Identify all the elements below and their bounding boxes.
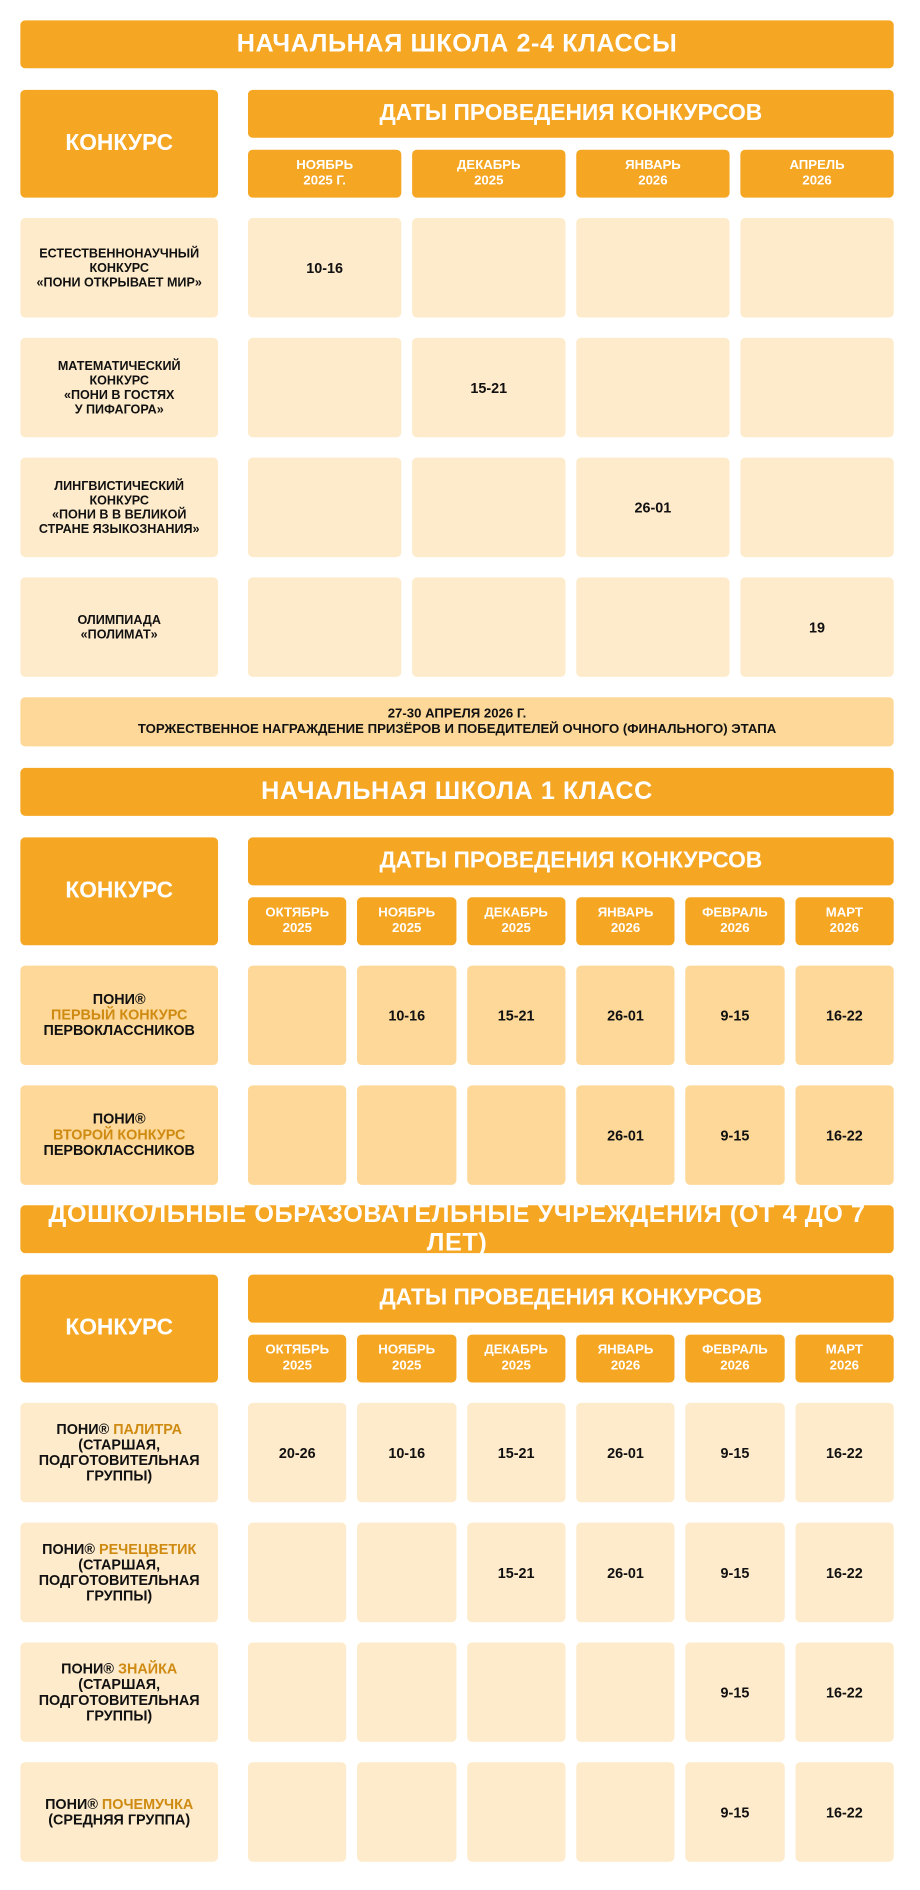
date-cell: 15-21: [467, 1403, 566, 1502]
contest-suffix: (СТАРШАЯ, ПОДГОТОВИТЕЛЬНАЯ ГРУППЫ): [38, 1555, 200, 1604]
date-cell: [467, 1642, 566, 1741]
month-header: ЯНВАРЬ 2026: [576, 150, 729, 198]
date-cell: 16-22: [795, 1523, 894, 1622]
contest-suffix: (СТАРШАЯ, ПОДГОТОВИТЕЛЬНАЯ ГРУППЫ): [38, 1675, 200, 1724]
month-header: ЯНВАРЬ 2026: [576, 897, 675, 945]
date-cell: 9-15: [686, 966, 785, 1065]
dates-title: ДАТЫ ПРОВЕДЕНИЯ КОНКУРСОВ: [248, 837, 894, 885]
table-row: [20, 1403, 893, 1502]
date-cell: [248, 1642, 347, 1741]
date-cells: [248, 1523, 894, 1622]
date-cell: [248, 1762, 347, 1861]
date-cell: [357, 1762, 456, 1861]
date-cell: 16-22: [795, 966, 894, 1065]
table-header: [20, 837, 893, 945]
section-title: ДОШКОЛЬНЫЕ ОБРАЗОВАТЕЛЬНЫЕ УЧРЕЖДЕНИЯ (ОТ 4 ДО 7 ЛЕТ): [20, 1205, 893, 1253]
table-header: [20, 1275, 893, 1383]
table-row: [20, 966, 893, 1065]
contest-suffix: ПЕРВОКЛАССНИКОВ: [43, 1021, 195, 1039]
contest-suffix: (СТАРШАЯ, ПОДГОТОВИТЕЛЬНАЯ ГРУППЫ): [38, 1435, 200, 1484]
contest-name: ЛИНГВИСТИЧЕСКИЙ КОНКУРС «ПОНИ В В ВЕЛИКОЙ СТРАНЕ ЯЗЫКОЗНАНИЯ»: [20, 458, 218, 557]
month-header: ДЕКАБРЬ 2025: [412, 150, 565, 198]
date-cells: [248, 966, 894, 1065]
date-cell: [248, 577, 401, 676]
contest-accent: ПОЧЕМУЧКА: [101, 1795, 194, 1812]
date-cell: 26-01: [576, 966, 675, 1065]
date-cell: [576, 1642, 675, 1741]
date-cell: 9-15: [686, 1403, 785, 1502]
date-cell: [467, 1762, 566, 1861]
date-cell: 16-22: [795, 1642, 894, 1741]
date-cell: 10-16: [357, 1403, 456, 1502]
month-header: МАРТ 2026: [795, 897, 894, 945]
dates-title: ДАТЫ ПРОВЕДЕНИЯ КОНКУРСОВ: [248, 90, 894, 138]
contest-prefix: ПОНИ®: [56, 1420, 110, 1438]
date-cell: 20-26: [248, 1403, 347, 1502]
date-cells: [248, 1403, 894, 1502]
month-header: МАРТ 2026: [795, 1335, 894, 1383]
date-cell: [412, 577, 565, 676]
date-cell: [740, 338, 893, 437]
month-header: ФЕВРАЛЬ 2026: [686, 1335, 785, 1383]
contest-accent: ПЕРВЫЙ КОНКУРС: [51, 1006, 188, 1024]
date-cell: [248, 338, 401, 437]
date-cell: [357, 1523, 456, 1622]
date-cell: [740, 458, 893, 557]
contest-name: [20, 1762, 218, 1861]
month-header: НОЯБРЬ 2025 Г.: [248, 150, 401, 198]
contest-prefix: ПОНИ®: [92, 1110, 146, 1128]
date-cell: [740, 218, 893, 317]
month-header: АПРЕЛЬ 2026: [740, 150, 893, 198]
month-header: ОКТЯБРЬ 2025: [248, 1335, 347, 1383]
konkurs-header: КОНКУРС: [20, 90, 218, 198]
contest-prefix: ПОНИ®: [61, 1659, 114, 1677]
contest-name: ОЛИМПИАДА «ПОЛИМАТ»: [20, 577, 218, 676]
date-cell: 9-15: [686, 1085, 785, 1184]
table-header: [20, 90, 893, 198]
contest-name: [20, 966, 218, 1065]
dates-header-group: [248, 837, 894, 945]
table-row: [20, 1523, 893, 1622]
date-cell: 16-22: [795, 1762, 894, 1861]
month-header: НОЯБРЬ 2025: [357, 1335, 456, 1383]
dates-header-group: [248, 90, 894, 198]
date-cells: [248, 1085, 894, 1184]
contest-suffix: (СРЕДНЯЯ ГРУППА): [48, 1810, 191, 1828]
date-cell: 15-21: [467, 966, 566, 1065]
date-cell: [248, 1085, 347, 1184]
month-header: НОЯБРЬ 2025: [357, 897, 456, 945]
konkurs-header: КОНКУРС: [20, 837, 218, 945]
date-cells: [248, 218, 894, 317]
date-cell: [248, 1523, 347, 1622]
contest-accent: ВТОРОЙ КОНКУРС: [53, 1126, 186, 1143]
contest-name: [20, 1085, 218, 1184]
date-cells: [248, 1642, 894, 1741]
table-row: [20, 218, 893, 317]
contest-prefix: ПОНИ®: [42, 1540, 95, 1557]
date-cell: 9-15: [686, 1642, 785, 1741]
month-header: ДЕКАБРЬ 2025: [467, 1335, 566, 1383]
date-cell: [357, 1085, 456, 1184]
contest-name: [20, 1523, 218, 1622]
date-cell: [248, 458, 401, 557]
date-cell: [412, 218, 565, 317]
date-cell: 26-01: [576, 1085, 675, 1184]
contest-accent: РЕЧЕЦВЕТИК: [98, 1540, 197, 1557]
date-cell: 15-21: [467, 1523, 566, 1622]
contest-name: [20, 1403, 218, 1502]
award-text: ТОРЖЕСТВЕННОЕ НАГРАЖДЕНИЕ ПРИЗЁРОВ И ПОБЕДИТЕЛЕЙ ОЧНОГО (ФИНАЛЬНОГО) ЭТАПА: [137, 721, 777, 737]
date-cell: 9-15: [686, 1523, 785, 1622]
month-header: ОКТЯБРЬ 2025: [248, 897, 347, 945]
contest-name: ЕСТЕСТВЕННОНАУЧНЫЙ КОНКУРС «ПОНИ ОТКРЫВАЕТ МИР»: [20, 218, 218, 317]
date-cell: 19: [740, 577, 893, 676]
date-cell: 15-21: [412, 338, 565, 437]
date-cell: 10-16: [248, 218, 401, 317]
table-row: [20, 1085, 893, 1184]
date-cell: 16-22: [795, 1085, 894, 1184]
contest-accent: ПАЛИТРА: [113, 1420, 183, 1438]
contest-name-text: [39, 1421, 200, 1483]
date-cell: 26-01: [576, 458, 729, 557]
date-cell: 26-01: [576, 1523, 675, 1622]
contest-name-text: [39, 1661, 200, 1723]
date-cell: 10-16: [357, 966, 456, 1065]
contest-suffix: ПЕРВОКЛАССНИКОВ: [43, 1141, 195, 1159]
table-row: [20, 1762, 893, 1861]
contest-name: МАТЕМАТИЧЕСКИЙ КОНКУРС «ПОНИ В ГОСТЯХ У ПИФАГОРА»: [20, 338, 218, 437]
contest-name-text: [39, 1541, 200, 1603]
months-row: [248, 150, 894, 198]
contest-name: [20, 1642, 218, 1741]
contest-name-text: [45, 1796, 193, 1827]
table-row: [20, 458, 893, 557]
date-cell: [248, 966, 347, 1065]
date-cell: [412, 458, 565, 557]
konkurs-header: КОНКУРС: [20, 1275, 218, 1383]
section-title: НАЧАЛЬНАЯ ШКОЛА 2-4 КЛАССЫ: [20, 20, 893, 68]
months-row: [248, 1335, 894, 1383]
date-cell: [357, 1642, 456, 1741]
month-header: ЯНВАРЬ 2026: [576, 1335, 675, 1383]
month-header: ДЕКАБРЬ 2025: [467, 897, 566, 945]
contest-accent: ЗНАЙКА: [117, 1659, 178, 1677]
contest-prefix: ПОНИ®: [92, 990, 146, 1008]
date-cell: [576, 218, 729, 317]
award-date: 27-30 АПРЕЛЯ 2026 Г.: [387, 706, 527, 721]
date-cell: [576, 577, 729, 676]
date-cells: [248, 338, 894, 437]
date-cell: [576, 338, 729, 437]
date-cells: [248, 1762, 894, 1861]
contest-name-text: [43, 992, 194, 1039]
contest-name-text: [43, 1112, 194, 1159]
award-banner: [20, 697, 893, 746]
dates-title: ДАТЫ ПРОВЕДЕНИЯ КОНКУРСОВ: [248, 1275, 894, 1323]
table-row: [20, 338, 893, 437]
date-cells: [248, 577, 894, 676]
table-row: [20, 1642, 893, 1741]
date-cell: 26-01: [576, 1403, 675, 1502]
section-title: НАЧАЛЬНАЯ ШКОЛА 1 КЛАСС: [20, 768, 893, 816]
table-row: [20, 577, 893, 676]
dates-header-group: [248, 1275, 894, 1383]
date-cells: [248, 458, 894, 557]
date-cell: 9-15: [686, 1762, 785, 1861]
contest-prefix: ПОНИ®: [45, 1795, 98, 1812]
month-header: ФЕВРАЛЬ 2026: [686, 897, 785, 945]
months-row: [248, 897, 894, 945]
date-cell: [576, 1762, 675, 1861]
date-cell: 16-22: [795, 1403, 894, 1502]
date-cell: [467, 1085, 566, 1184]
